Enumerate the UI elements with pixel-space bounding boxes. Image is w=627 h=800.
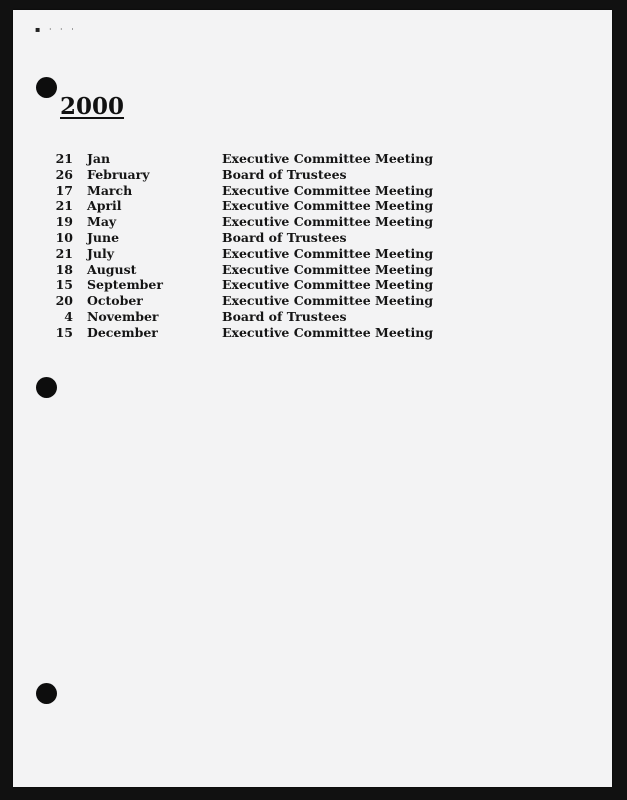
meeting-event: Board of Trustees bbox=[222, 229, 347, 245]
punch-hole-bottom bbox=[36, 683, 57, 704]
meeting-month: December bbox=[87, 324, 158, 340]
meeting-month: May bbox=[87, 214, 117, 230]
meeting-day: 19 bbox=[55, 214, 73, 230]
punch-hole-middle bbox=[36, 377, 57, 398]
meeting-day: 15 bbox=[55, 324, 73, 340]
year-heading: 2000 bbox=[60, 93, 125, 120]
meeting-month: March bbox=[87, 182, 133, 198]
meeting-event: Board of Trustees bbox=[222, 308, 347, 324]
meeting-day: 4 bbox=[64, 308, 73, 324]
meeting-event: Executive Committee Meeting bbox=[222, 151, 434, 166]
meeting-month: August bbox=[87, 261, 137, 277]
meeting-day: 26 bbox=[55, 166, 73, 182]
meeting-day: 21 bbox=[55, 198, 73, 214]
meeting-day: 20 bbox=[55, 293, 73, 309]
meeting-month: February bbox=[87, 166, 150, 182]
meeting-day: 10 bbox=[55, 229, 73, 245]
meeting-month: September bbox=[87, 277, 163, 293]
meeting-day: 21 bbox=[55, 151, 73, 166]
meeting-event: Executive Committee Meeting bbox=[222, 293, 434, 309]
meeting-event: Executive Committee Meeting bbox=[222, 277, 434, 293]
scan-specks: ▪ · · · bbox=[35, 25, 77, 34]
meeting-day: 21 bbox=[55, 245, 73, 261]
meeting-event: Executive Committee Meeting bbox=[222, 198, 434, 214]
meeting-event: Executive Committee Meeting bbox=[222, 214, 434, 230]
meeting-event: Board of Trustees bbox=[222, 166, 347, 182]
paper-page bbox=[13, 10, 612, 787]
meeting-month: April bbox=[87, 198, 122, 214]
meeting-month: July bbox=[87, 245, 115, 261]
meeting-month: October bbox=[87, 293, 143, 309]
meeting-day: 15 bbox=[55, 277, 73, 293]
meeting-day: 18 bbox=[55, 261, 73, 277]
punch-hole-top bbox=[36, 77, 57, 98]
meeting-month: June bbox=[87, 229, 120, 245]
meeting-day: 17 bbox=[55, 182, 73, 198]
meeting-event: Executive Committee Meeting bbox=[222, 261, 434, 277]
meeting-month: Jan bbox=[87, 151, 111, 166]
meeting-event: Executive Committee Meeting bbox=[222, 182, 434, 198]
meeting-event: Executive Committee Meeting bbox=[222, 245, 434, 261]
meeting-event: Executive Committee Meeting bbox=[222, 324, 434, 340]
meeting-month: November bbox=[87, 308, 159, 324]
